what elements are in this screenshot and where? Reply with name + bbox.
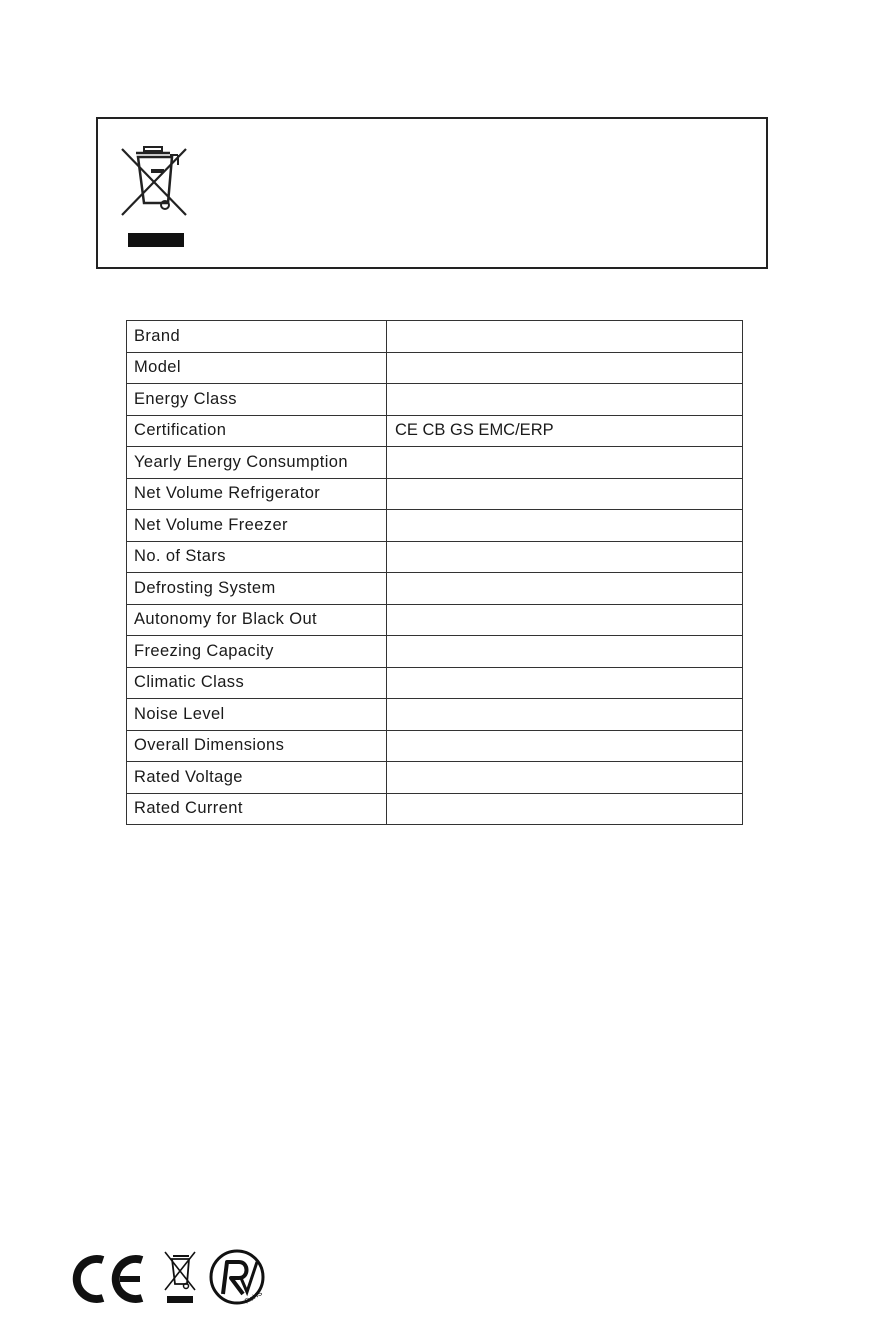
row-label: Net Volume Freezer [127, 510, 387, 542]
row-value [387, 636, 743, 668]
crossed-wheelie-bin-icon [161, 1250, 199, 1306]
crossed-wheelie-bin-icon [118, 145, 190, 249]
table-row [127, 636, 743, 668]
row-value [387, 478, 743, 510]
table-row [127, 573, 743, 605]
table-row [127, 384, 743, 416]
table-row [127, 447, 743, 479]
row-label: Overall Dimensions [127, 730, 387, 762]
row-value [387, 541, 743, 573]
weee-notice-box [96, 117, 768, 269]
row-label: Energy Class [127, 384, 387, 416]
table-row [127, 510, 743, 542]
row-label: Yearly Energy Consumption [127, 447, 387, 479]
table-row [127, 321, 743, 353]
row-value [387, 352, 743, 384]
row-label: Defrosting System [127, 573, 387, 605]
row-value [387, 604, 743, 636]
table-row [127, 762, 743, 794]
spec-table [126, 320, 743, 825]
ce-mark-icon [70, 1254, 146, 1304]
table-row [127, 793, 743, 825]
row-label: Climatic Class [127, 667, 387, 699]
row-value [387, 510, 743, 542]
row-label: No. of Stars [127, 541, 387, 573]
table-row [127, 604, 743, 636]
row-label: Rated Voltage [127, 762, 387, 794]
row-value [387, 573, 743, 605]
table-row [127, 667, 743, 699]
row-value [387, 762, 743, 794]
table-row [127, 352, 743, 384]
row-value [387, 384, 743, 416]
rohs-text: RoHS [244, 1290, 264, 1306]
row-label: Certification [127, 415, 387, 447]
row-value [387, 447, 743, 479]
row-label: Net Volume Refrigerator [127, 478, 387, 510]
row-value [387, 321, 743, 353]
table-row [127, 415, 743, 447]
rohs-mark-icon [207, 1248, 267, 1306]
row-label: Brand [127, 321, 387, 353]
row-value [387, 793, 743, 825]
table-row [127, 730, 743, 762]
compliance-marks [70, 1246, 270, 1306]
table-row [127, 478, 743, 510]
row-label: Model [127, 352, 387, 384]
row-label: Freezing Capacity [127, 636, 387, 668]
row-value [387, 730, 743, 762]
row-value [387, 699, 743, 731]
row-label: Noise Level [127, 699, 387, 731]
row-value [387, 667, 743, 699]
table-row [127, 541, 743, 573]
row-label: Autonomy for Black Out [127, 604, 387, 636]
table-row [127, 699, 743, 731]
row-value: CE CB GS EMC/ERP [387, 415, 743, 447]
row-label: Rated Current [127, 793, 387, 825]
